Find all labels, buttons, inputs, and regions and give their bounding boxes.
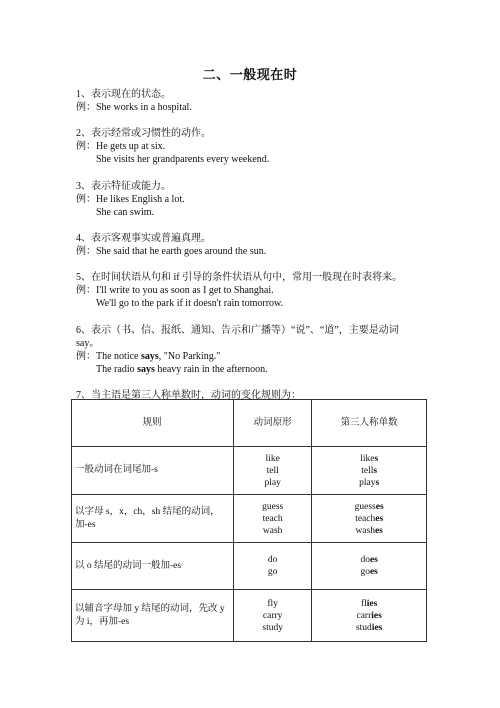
conjugation-rules-table [71,399,427,642]
section-heading-cont: say。 [76,338,100,349]
rule-cell: 以辅音字母加 y 结尾的动词，先改 y 为 i，再加-es [72,590,234,642]
third-person-cell [312,543,427,590]
example-text [96,350,436,363]
rule-cell: 一般动词在词尾加-s [72,447,234,495]
section-4 [76,232,436,258]
example-label: 例： [76,194,96,205]
third-word [313,554,425,566]
word-suffix: ies [371,622,383,633]
example-text-post: , "No Parking." [158,351,221,362]
header-rule: 规则 [72,400,234,447]
example-keyword: says [137,364,155,375]
header-base-form: 动词原形 [234,400,312,447]
base-word: do [267,555,278,565]
section-heading: 3、表示特征或能力。 [76,181,171,192]
section-5 [76,271,436,310]
base-word: play [264,477,281,488]
example-line [76,206,436,219]
third-word [313,610,425,622]
word-suffix: ies [371,610,382,621]
example-line [76,363,436,376]
rule-cell: 以 o 结尾的动词一般加-es [72,543,234,590]
word-suffix: s [375,477,380,488]
third-person-cell [312,447,427,495]
word-stem: tell [361,465,374,476]
example-line [76,101,436,114]
third-person-cell [312,495,427,543]
word-stem: wash [355,525,375,536]
example-keyword: says [140,351,159,362]
base-word: tell [266,465,279,476]
word-stem: stud [355,622,372,633]
base-word: fly [267,598,278,609]
example-text: She visits her grandparents every weekend. [96,154,270,165]
table-row [72,543,427,590]
example-label: 例： [76,246,96,257]
base-word: teach [262,513,283,524]
base-word: guess [262,501,284,512]
section-heading: 6、表示（书、信、报纸、通知、告示和广播等）“说”、“道”，主要是动词 [76,325,399,336]
example-text: She works in a hospital. [96,102,192,113]
example-text: She can swim. [96,207,155,218]
table-intro: 7、当主语是第三人称单数时，动词的变化规则为： [76,390,301,401]
example-text: She said that he earth goes around the sun. [96,246,267,257]
example-text: We'll go to the park if it doesn't rain tomorrow. [96,298,284,309]
example-label: 例： [76,141,96,152]
example-text: He likes English a lot. [96,194,185,205]
third-word [313,465,425,477]
example-label [76,153,96,166]
base-word: study [262,622,283,633]
base-word: wash [262,525,283,536]
base-form-cell [234,543,312,590]
example-text: I'll write to you as soon as I get to Shanghai. [96,285,274,296]
third-word [313,566,425,578]
example-line [76,350,436,363]
example-line [76,193,436,206]
example-line [76,140,436,153]
word-stem: do [360,555,370,565]
third-word [313,525,425,537]
example-text-pre: The notice [96,351,141,362]
section-heading: 1、表示现在的状态。 [76,89,171,100]
section-6 [76,324,436,376]
third-word [313,477,425,489]
base-word: like [265,453,280,464]
word-suffix: s [374,453,379,464]
word-stem: teach [355,513,376,524]
word-suffix: es [375,513,384,524]
third-word [313,501,425,513]
word-suffix: es [374,525,383,536]
word-suffix: es [369,555,378,565]
section-3 [76,180,436,219]
word-stem: like [360,453,375,464]
section-2 [76,127,436,166]
example-label [76,206,96,219]
third-person-cell [312,590,427,642]
base-form-cell [234,590,312,642]
word-stem: guess [354,501,376,512]
header-third-person: 第三人称单数 [312,400,427,447]
word-suffix: es [369,567,378,577]
third-word [313,453,425,465]
section-heading: 5、在时间状语从句和 if 引导的条件状语从句中，常用一般现在时表将来。 [76,272,403,283]
third-word [313,622,425,634]
example-text: He gets up at six. [96,141,166,152]
base-form-cell [234,495,312,543]
table-header-row [72,400,427,447]
word-suffix: ies [366,598,378,609]
word-stem: play [359,477,376,488]
section-1 [76,88,436,114]
example-line [76,245,436,258]
section-heading: 2、表示经常或习惯性的动作。 [76,128,211,139]
example-text [96,363,436,376]
example-label: 例： [76,285,96,296]
example-label: 例： [76,102,96,113]
page-title: 二、一般现在时 [202,67,298,82]
base-word: go [267,567,278,577]
table-row [72,495,427,543]
rule-cell: 以字母 s，x，ch，sh 结尾的动词，加-es [72,495,234,543]
table-row [72,447,427,495]
example-text-pre: The radio [96,364,138,375]
example-label [76,297,96,310]
table-row [72,590,427,642]
section-heading: 4、表示客观事实或普遍真理。 [76,233,211,244]
third-word [313,513,425,525]
example-line [76,153,436,166]
word-stem: go [360,567,370,577]
word-suffix: s [373,465,378,476]
example-label: 例： [76,351,96,362]
third-word [313,598,425,610]
example-line [76,297,436,310]
base-form-cell [234,447,312,495]
example-line [76,284,436,297]
word-stem: carr [356,610,372,621]
word-suffix: es [375,501,384,512]
example-text-post: heavy rain in the afternoon. [154,364,268,375]
word-stem: fl [360,598,367,609]
base-word: carry [262,610,283,621]
